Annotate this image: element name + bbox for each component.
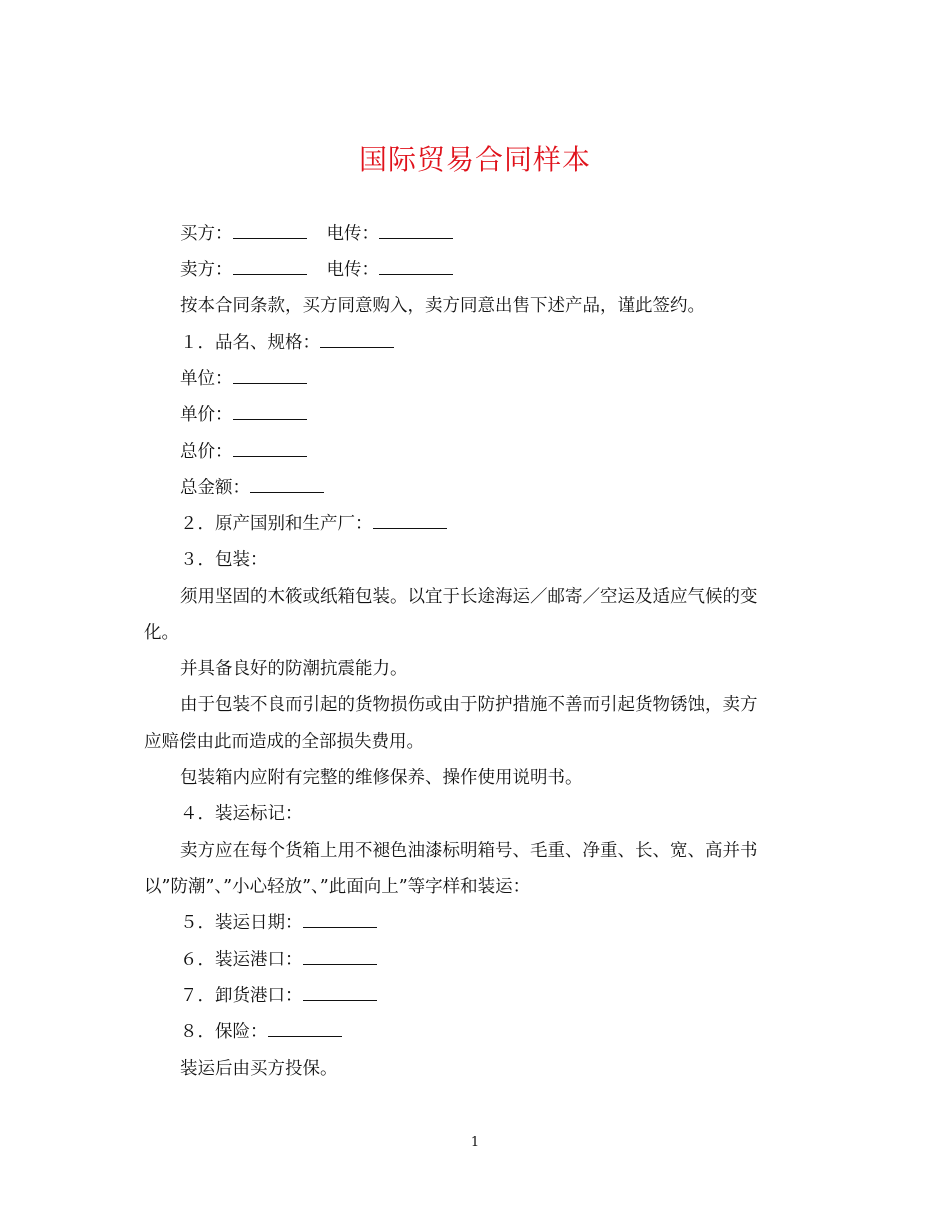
unit-price-blank <box>233 405 307 420</box>
item-4-line: ４．装运标记： <box>180 804 303 824</box>
item-5-line <box>180 911 377 935</box>
packing-paragraph-3b: 应赔偿由此而造成的全部损失费用。 <box>144 732 424 752</box>
packing-paragraph-3a: 由于包装不良而引起的货物损伤或由于防护措施不善而引起货物锈蚀，卖方 <box>180 695 758 715</box>
seller-blank <box>233 260 307 275</box>
seller-label: 卖方： <box>180 260 233 280</box>
item-6-label: ６．装运港口： <box>180 950 303 970</box>
item-6-blank <box>303 950 377 965</box>
item-1-label: １．品名、规格： <box>180 333 320 353</box>
item-8-blank <box>268 1022 342 1037</box>
packing-paragraph-1b: 化。 <box>144 623 179 643</box>
total-price-label: 总价： <box>180 442 233 462</box>
item-3-line: ３．包装： <box>180 550 268 570</box>
item-1-blank <box>320 333 394 348</box>
item-2-blank <box>373 514 447 529</box>
packing-paragraph-4: 包装箱内应附有完整的维修保养、操作使用说明书。 <box>180 768 583 788</box>
item-5-label: ５．装运日期： <box>180 913 303 933</box>
marking-paragraph-a: 卖方应在每个货箱上用不褪色油漆标明箱号、毛重、净重、长、宽、高并书 <box>180 841 758 861</box>
item-7-blank <box>303 986 377 1001</box>
page-number: 1 <box>470 1135 480 1150</box>
buyer-fax-label: 电传： <box>326 224 379 244</box>
item-8-label: ８．保险： <box>180 1022 268 1042</box>
unit-line <box>180 367 307 391</box>
buyer-blank <box>233 224 307 239</box>
item-7-label: ７．卸货港口： <box>180 986 303 1006</box>
buyer-fax-blank <box>379 224 453 239</box>
document-title: 国际贸易合同样本 <box>358 143 591 176</box>
seller-fax-label: 电传： <box>326 260 379 280</box>
item-6-line <box>180 948 377 972</box>
packing-paragraph-2: 并具备良好的防潮抗震能力。 <box>180 659 408 679</box>
unit-price-label: 单价： <box>180 405 233 425</box>
insurance-note: 装运后由买方投保。 <box>180 1059 338 1079</box>
seller-fax-blank <box>379 260 453 275</box>
total-price-line <box>180 440 307 464</box>
unit-blank <box>233 369 307 384</box>
buyer-label: 买方： <box>180 224 233 244</box>
item-5-blank <box>303 913 377 928</box>
unit-label: 单位： <box>180 369 233 389</box>
total-amount-blank <box>250 478 324 493</box>
item-8-line <box>180 1020 342 1044</box>
unit-price-line <box>180 403 307 427</box>
buyer-line <box>180 222 453 246</box>
intro-paragraph: 按本合同条款，买方同意购入，卖方同意出售下述产品，谨此签约。 <box>180 296 705 316</box>
marking-paragraph-b: 以”防潮”、”小心轻放”、”此面向上”等字样和装运： <box>144 877 531 897</box>
item-2-line <box>180 512 447 536</box>
total-price-blank <box>233 442 307 457</box>
item-1-line <box>180 331 394 355</box>
item-7-line <box>180 984 377 1008</box>
packing-paragraph-1a: 须用坚固的木筱或纸箱包装。以宜于长途海运／邮寄／空运及适应气候的变 <box>180 587 758 607</box>
seller-line <box>180 258 453 282</box>
total-amount-label: 总金额： <box>180 478 250 498</box>
item-2-label: ２．原产国别和生产厂： <box>180 514 373 534</box>
total-amount-line <box>180 476 324 500</box>
